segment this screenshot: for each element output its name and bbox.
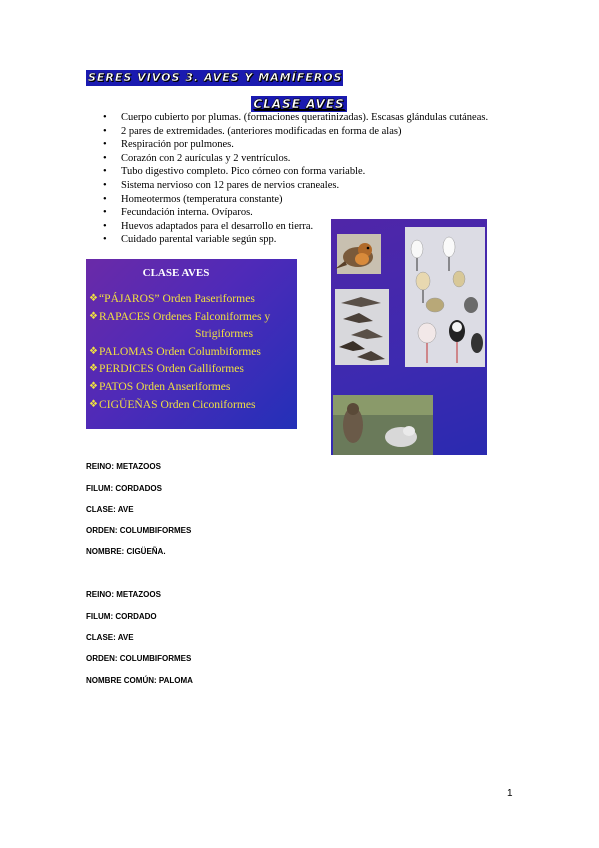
nombre-2: NOMBRE COMÚN: PALOMA	[86, 676, 193, 685]
robin-image	[335, 234, 381, 274]
swifts-image	[335, 289, 389, 365]
filum-1: FILUM: CORDADOS	[86, 484, 162, 493]
list-item: • 2 pares de extremidades. (anteriores modificadas en forma de alas)	[103, 125, 488, 139]
list-item: • Cuerpo cubierto por plumas. (formaciones queratinizadas). Escasas glándulas cutáneas.	[103, 111, 488, 125]
list-item: • Corazón con 2 aurículas y 2 ventrículos.	[103, 152, 488, 166]
list-item: • Respiración por pulmones.	[103, 138, 488, 152]
clase-1: CLASE: AVE	[86, 505, 134, 514]
diamond-bullet-icon: ❖	[89, 310, 98, 322]
reino-1: REINO: METAZOOS	[86, 462, 161, 471]
list-item: ❖ “PÁJAROS” Orden Paseriformes	[89, 290, 270, 308]
reino-2: REINO: METAZOOS	[86, 590, 161, 599]
hawk-image	[333, 395, 433, 455]
list-item: • Sistema nervioso con 12 pares de nervios craneales.	[103, 179, 488, 193]
list-item: • Huevos adaptados para el desarrollo en tierra.	[103, 220, 488, 234]
list-item: ❖ RAPACES Ordenes Falconiformes y Strigiformes	[89, 309, 271, 341]
list-item: • Fecundación interna. Ovíparos.	[103, 206, 488, 220]
filum-2: FILUM: CORDADO	[86, 612, 157, 621]
list-item: ❖ CIGÜEÑAS Orden Ciconiformes	[89, 396, 270, 414]
nombre-1: NOMBRE: CIGÜEÑA.	[86, 547, 166, 556]
bird-orders-slide	[86, 259, 297, 429]
bird-illustrations	[331, 219, 487, 455]
list-item: ❖ PALOMAS Orden Columbiformes	[89, 343, 270, 361]
document-title: SERES VIVOS 3. AVES Y MAMÍFEROS	[88, 71, 343, 84]
orders-list	[89, 290, 270, 413]
diamond-bullet-icon: ❖	[89, 363, 98, 375]
diamond-bullet-icon: ❖	[89, 293, 98, 304]
list-item: • Homeotermos (temperatura constante)	[103, 193, 488, 207]
page-number: 1	[507, 788, 513, 799]
orden-2: ORDEN: COLUMBIFORMES	[86, 654, 192, 663]
diamond-bullet-icon: ❖	[89, 398, 98, 410]
list-item: • Tubo digestivo completo. Pico córneo con forma variable.	[103, 165, 488, 179]
orden-1: ORDEN: COLUMBIFORMES	[86, 526, 192, 535]
diamond-bullet-icon: ❖	[89, 380, 98, 392]
list-item: ❖ PATOS Orden Anseriformes	[89, 378, 270, 396]
clase-2: CLASE: AVE	[86, 633, 134, 642]
slide-title: CLASE AVES	[142, 267, 210, 279]
herons-image	[405, 227, 485, 367]
list-item: ❖ PERDICES Orden Galliformes	[89, 360, 270, 378]
diamond-bullet-icon: ❖	[89, 345, 98, 357]
section-title: CLASE AVES	[251, 96, 347, 112]
list-item: • Cuidado parental variable según spp.	[103, 233, 488, 247]
